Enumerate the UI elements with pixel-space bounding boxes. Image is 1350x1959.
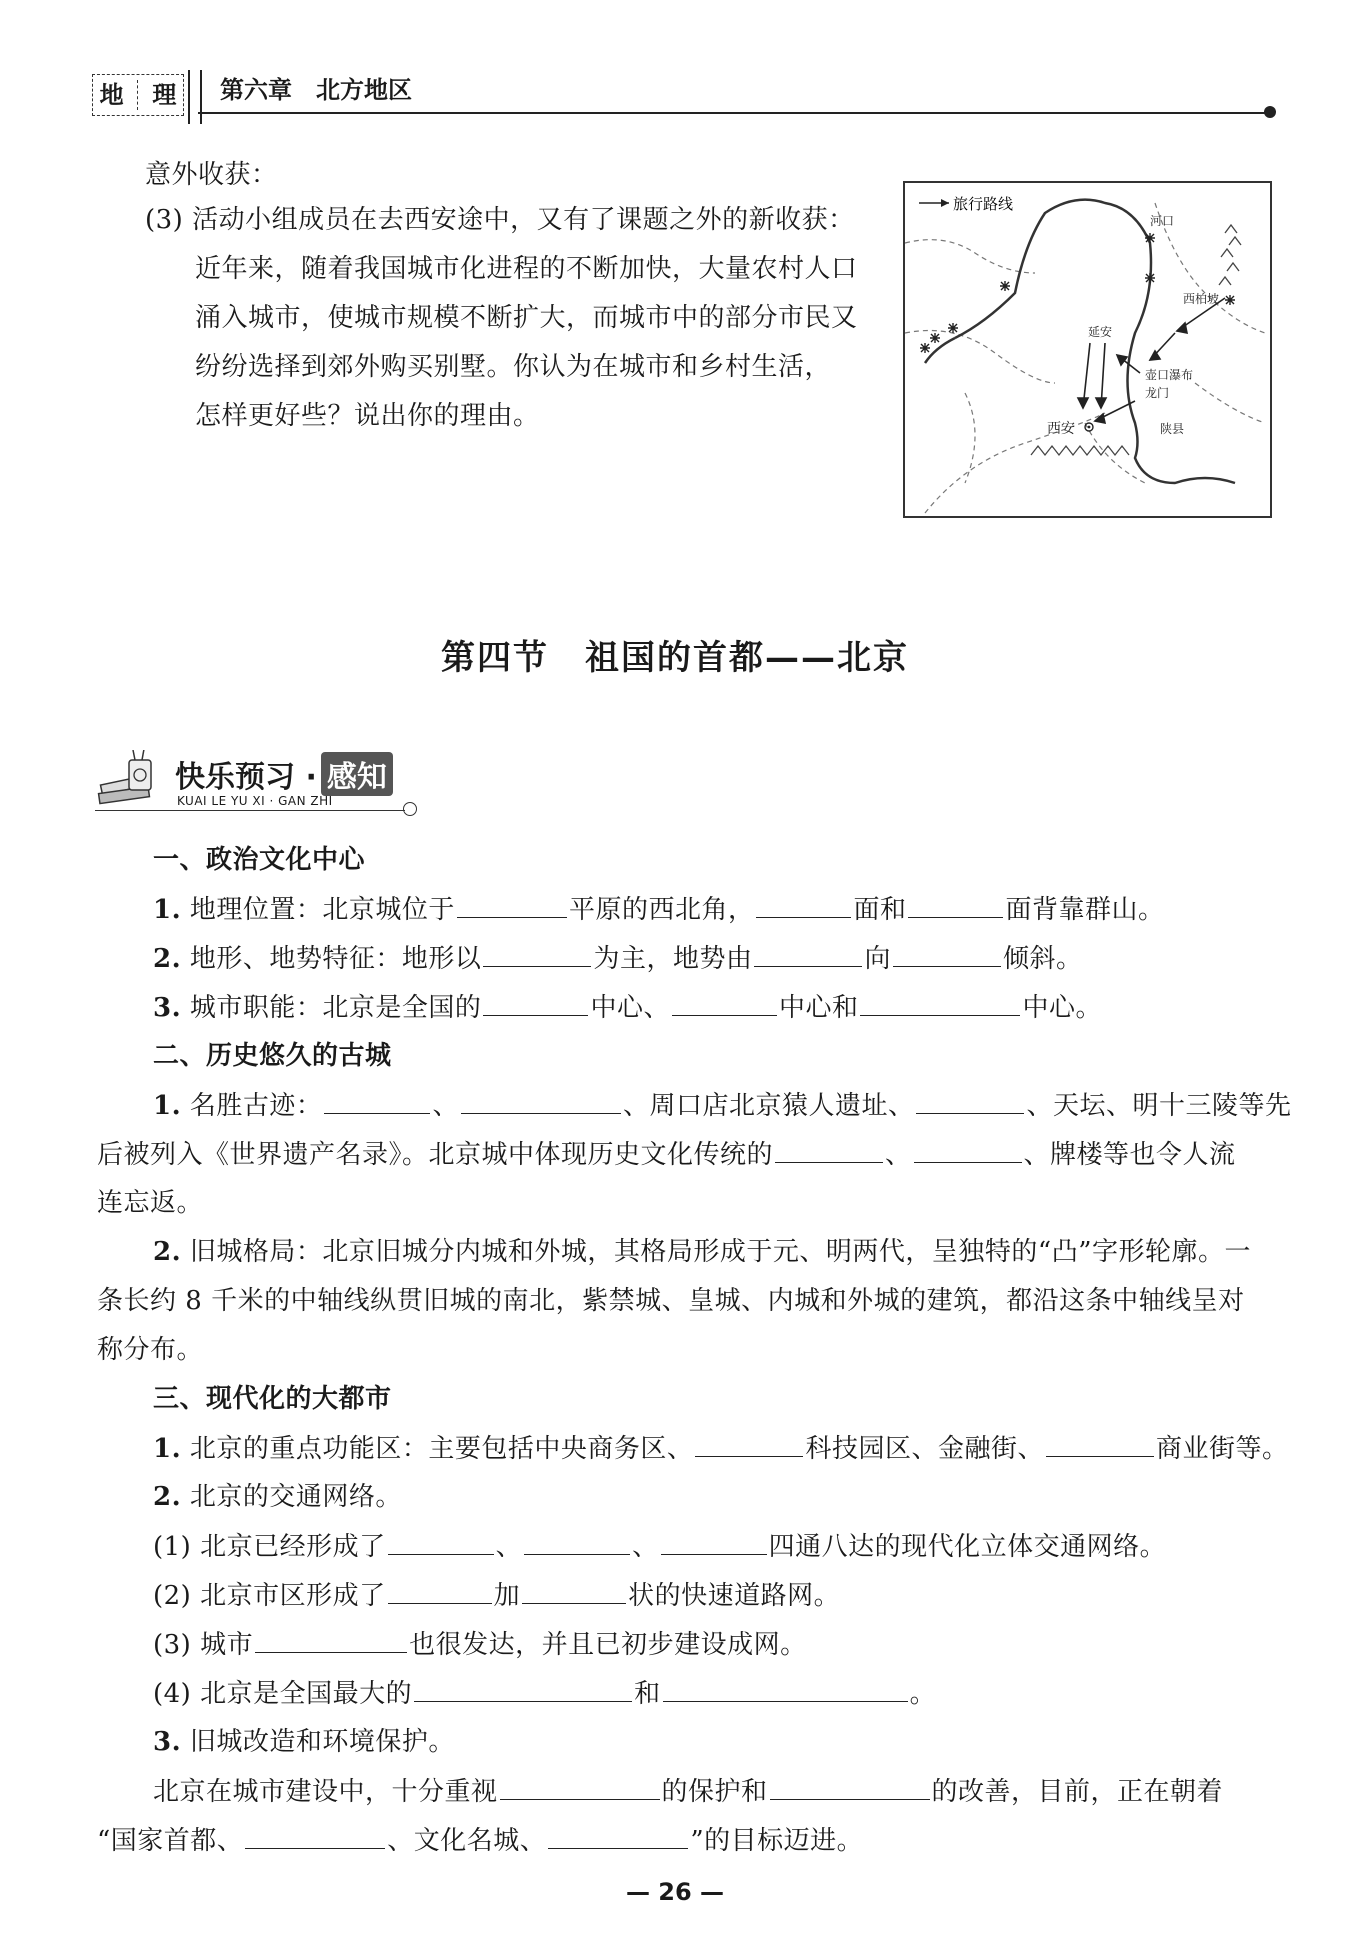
blank-center-1[interactable]	[483, 987, 588, 1016]
part2-q1-line1: 1. 名胜古迹： 、 、周口店北京猿人遗址、 、天坛、明十三陵等先	[153, 1085, 1291, 1126]
place-xian: 西安	[1047, 421, 1075, 437]
subject-char-1: 地	[99, 80, 124, 109]
blank-center-2[interactable]	[672, 987, 777, 1016]
banner-rule	[95, 810, 405, 811]
preview-banner	[95, 750, 425, 816]
part1-heading: 一、政治文化中心	[153, 845, 366, 875]
place-hukou-falls: 壶口瀑布	[1145, 368, 1194, 382]
blank-plain[interactable]	[457, 889, 567, 918]
blank-largest-1[interactable]	[414, 1673, 632, 1702]
part1-q2: 2. 地形、地势特征：地形以 为主，地势由 向 倾斜。	[153, 938, 1082, 979]
banner-pinyin: KUAI LE YU XI · GAN ZHI	[177, 794, 333, 808]
map-svg	[905, 183, 1270, 516]
part2-heading: 二、历史悠久的古城	[153, 1041, 392, 1071]
banner-title-text: 快乐预习 ·	[175, 760, 317, 795]
place-shanxian: 陕县	[1160, 422, 1185, 436]
blank-road-1[interactable]	[388, 1575, 492, 1604]
blank-zone-2[interactable]	[1046, 1428, 1154, 1457]
blank-transport-2[interactable]	[524, 1526, 630, 1555]
activity-line-4: 纷纷选择到郊外购买别墅。你认为在城市和乡村生活，	[195, 352, 832, 382]
legend-arrow	[941, 199, 949, 207]
activity-line-1: (3) 活动小组成员在去西安途中，又有了课题之外的新收获：	[145, 205, 855, 235]
part3-q3-line2: “国家首都、 、文化名城、 ”的目标迈进。	[97, 1820, 863, 1861]
river-west	[925, 338, 955, 363]
part3-q2-1: (1) 北京已经形成了 、 、 四通八达的现代化立体交通网络。	[153, 1526, 1166, 1567]
blank-improve[interactable]	[770, 1771, 930, 1800]
part3-q1: 1. 北京的重点功能区：主要包括中央商务区、 科技园区、金融街、 商业街等。	[153, 1428, 1288, 1469]
activity-line-2: 近年来，随着我国城市化进程的不断加快，大量农村人口	[195, 254, 858, 284]
blank-center-3[interactable]	[860, 987, 1020, 1016]
banner-title	[175, 752, 393, 796]
blank-site-3[interactable]	[916, 1085, 1024, 1114]
part1-q1: 1. 地理位置：北京城位于 平原的西北角， 面和 面背靠群山。	[153, 889, 1164, 930]
books-icon	[95, 750, 175, 812]
route-lines	[1078, 298, 1225, 423]
blank-urban-transit[interactable]	[255, 1624, 407, 1653]
place-xibaipo: 西柏坡	[1183, 292, 1220, 306]
blank-goal-2[interactable]	[548, 1820, 688, 1849]
blank-transport-3[interactable]	[661, 1526, 767, 1555]
activity-label: 意外收获：	[145, 160, 278, 190]
part1-q3: 3. 城市职能：北京是全国的 中心、 中心和 中心。	[153, 987, 1102, 1028]
part3-heading: 三、现代化的大都市	[153, 1384, 392, 1414]
part3-q2-3: (3) 城市 也很发达，并且已初步建设成网。	[153, 1624, 807, 1665]
subject-label	[92, 74, 184, 116]
blank-direction-2[interactable]	[908, 889, 1003, 918]
chapter-title: 第六章 北方地区	[220, 76, 412, 104]
blank-tradition-2[interactable]	[914, 1134, 1022, 1163]
blank-zone-1[interactable]	[695, 1428, 803, 1457]
activity-line-5: 怎样更好些？说出你的理由。	[195, 401, 540, 431]
part3-q3: 3. 旧城改造和环境保护。	[153, 1727, 455, 1757]
legend-text: 旅行路线	[953, 195, 1014, 213]
activity-line-3: 涌入城市，使城市规模不断扩大，而城市中的部分市民又	[195, 303, 858, 333]
part2-q2-line1: 2. 旧城格局：北京旧城分内城和外城，其格局形成于元、明两代，呈独特的“凸”字形轮廓。一	[153, 1237, 1252, 1267]
travel-route-map	[903, 181, 1272, 518]
subject-separator	[137, 80, 139, 110]
part3-q3-line1: 北京在城市建设中，十分重视 的保护和 的改善，目前，正在朝着	[153, 1771, 1223, 1812]
xian-marker-dot	[1088, 426, 1091, 429]
part2-q2-line2: 条长约 8 千米的中轴线纵贯旧城的南北，紫禁城、皇城、内城和外城的建筑，都沿这条中轴线呈对	[97, 1286, 1245, 1316]
blank-goal-1[interactable]	[245, 1820, 385, 1849]
blank-transport-1[interactable]	[388, 1526, 494, 1555]
place-yanan: 延安	[1088, 325, 1113, 339]
blank-largest-2[interactable]	[663, 1673, 908, 1702]
header-dot	[1264, 106, 1276, 118]
blank-slope-from[interactable]	[754, 938, 862, 967]
blank-site-2[interactable]	[461, 1085, 621, 1114]
blank-site-1[interactable]	[324, 1085, 430, 1114]
section-title: 第四节 祖国的首都——北京	[441, 638, 909, 678]
subject-char-2: 理	[152, 80, 177, 109]
banner-circle	[403, 802, 417, 816]
blank-slope-to[interactable]	[893, 938, 1001, 967]
blank-direction-1[interactable]	[756, 889, 851, 918]
part3-q2-4: (4) 北京是全国最大的 和 。	[153, 1673, 936, 1714]
header-bars	[188, 70, 202, 124]
blank-tradition-1[interactable]	[775, 1134, 883, 1163]
banner-highlight: 感知	[321, 752, 393, 796]
place-hekou: 河口	[1150, 214, 1175, 228]
boundary-lines	[905, 203, 1265, 513]
part2-q2-line3: 称分布。	[97, 1335, 204, 1365]
blank-road-2[interactable]	[522, 1575, 626, 1604]
part2-q1-line2: 后被列入《世界遗产名录》。北京城中体现历史文化传统的 、 、牌楼等也令人流	[97, 1134, 1236, 1175]
place-longmen: 龙门	[1145, 386, 1170, 400]
part3-q2-2: (2) 北京市区形成了 加 状的快速道路网。	[153, 1575, 840, 1616]
header-rule	[198, 112, 1268, 114]
page-number: — 26 —	[625, 1878, 725, 1906]
blank-terrain[interactable]	[483, 938, 591, 967]
blank-protect[interactable]	[500, 1771, 660, 1800]
part2-q1-line3: 连忘返。	[97, 1188, 204, 1218]
part3-q2: 2. 北京的交通网络。	[153, 1482, 402, 1512]
